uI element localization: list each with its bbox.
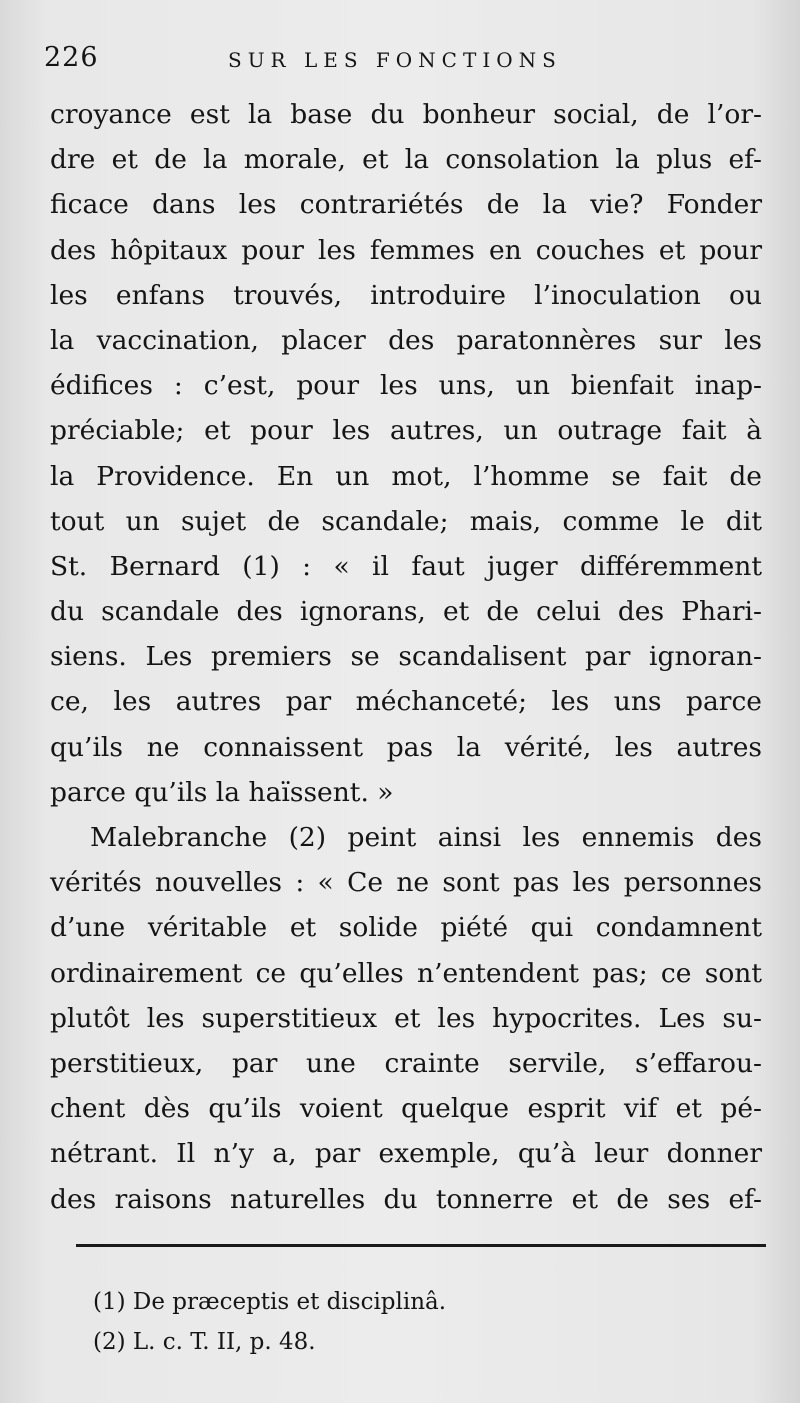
text-line: la vaccination, placer des paratonnères sur les xyxy=(50,324,762,356)
text-line: des raisons naturelles du tonnerre et de ses ef- xyxy=(50,1183,762,1215)
text-line: ficace dans les contrariétés de la vie? Fonder xyxy=(50,189,762,221)
text-line: chent dès qu’ils voient quelque esprit vif et pé- xyxy=(50,1093,762,1125)
text-line: préciable; et pour les autres, un outrage fait à xyxy=(50,415,762,447)
text-line: édifices : c’est, pour les uns, un bienfait inap- xyxy=(50,370,762,402)
text-line: ce, les autres par méchanceté; les uns parce xyxy=(50,686,762,718)
text-line: du scandale des ignorans, et de celui des Phari- xyxy=(50,596,762,628)
text-line: la Providence. En un mot, l’homme se fait de xyxy=(50,460,762,492)
text-line: St. Bernard (1) : « il faut juger différemment xyxy=(50,550,762,582)
text-line: plutôt les superstitieux et les hypocrites. Les su- xyxy=(50,1002,762,1034)
footnote: (2) L. c. T. II, p. 48. xyxy=(93,1329,316,1355)
text-line: perstitieux, par une crainte servile, s’effarou- xyxy=(50,1047,762,1079)
text-line: siens. Les premiers se scandalisent par ignoran- xyxy=(50,641,762,673)
text-line: tout un sujet de scandale; mais, comme le dit xyxy=(50,505,762,537)
text-line: ordinairement ce qu’elles n’entendent pas; ce sont xyxy=(50,957,762,989)
text-line: Malebranche (2) peint ainsi les ennemis des xyxy=(90,822,762,853)
text-line: vérités nouvelles : « Ce ne sont pas les personnes xyxy=(50,867,762,899)
text-line: des hôpitaux pour les femmes en couches et pour xyxy=(50,234,762,266)
text-line: parce qu’ils la haïssent. » xyxy=(50,776,394,808)
footnote: (1) De præceptis et disciplinâ. xyxy=(93,1289,447,1315)
text-line: dre et de la morale, et la consolation la plus ef- xyxy=(50,144,762,176)
running-title: SUR LES FONCTIONS xyxy=(228,48,562,72)
text-line: qu’ils ne connaissent pas la vérité, les autres xyxy=(50,731,762,763)
text-line: croyance est la base du bonheur social, de l’or- xyxy=(50,99,762,130)
page-header xyxy=(40,42,760,82)
text-line: les enfans trouvés, introduire l’inoculation ou xyxy=(50,279,762,311)
footnotes xyxy=(93,1282,753,1362)
text-line: nétrant. Il n’y a, par exemple, qu’à leur donner xyxy=(50,1138,762,1170)
text-line: d’une véritable et solide piété qui condamnent xyxy=(50,912,762,944)
footnote-divider xyxy=(76,1244,766,1247)
body-text xyxy=(50,92,762,1222)
page-number: 226 xyxy=(44,42,99,73)
